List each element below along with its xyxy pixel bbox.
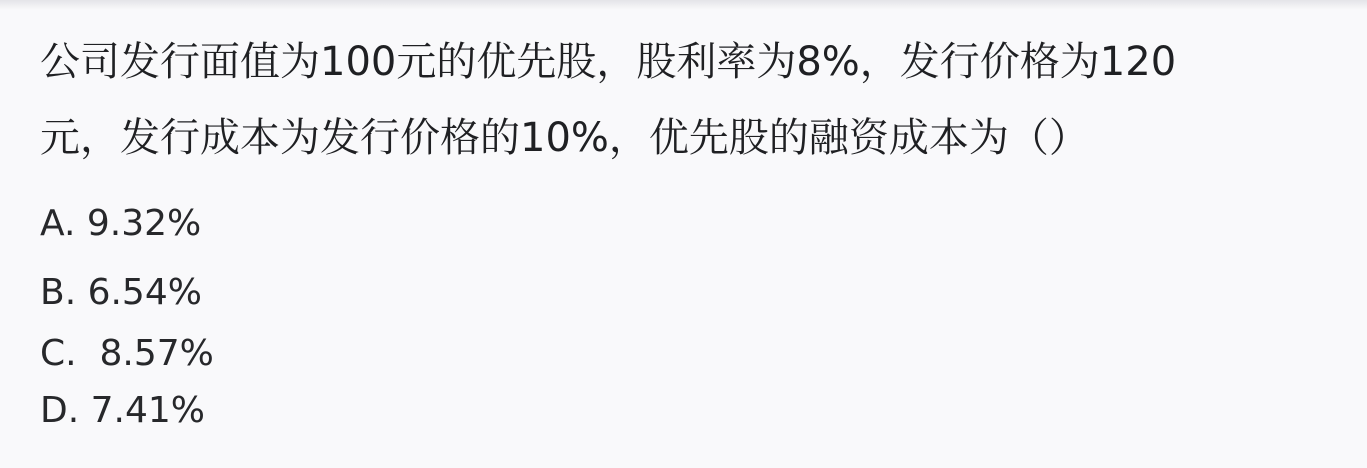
question-text-line-2: 元，发行成本为发行价格的10%，优先股的融资成本为（） <box>40 115 1089 161</box>
option-d[interactable]: D. 7.41% <box>40 390 205 431</box>
option-a[interactable]: A. 9.32% <box>40 203 202 244</box>
question-text-line-1: 公司发行面值为100元的优先股，股利率为8%，发行价格为120 <box>40 39 1177 85</box>
top-shadow-bar <box>0 0 1367 10</box>
option-c[interactable]: C. 8.57% <box>40 333 214 374</box>
option-b[interactable]: B. 6.54% <box>40 272 202 313</box>
